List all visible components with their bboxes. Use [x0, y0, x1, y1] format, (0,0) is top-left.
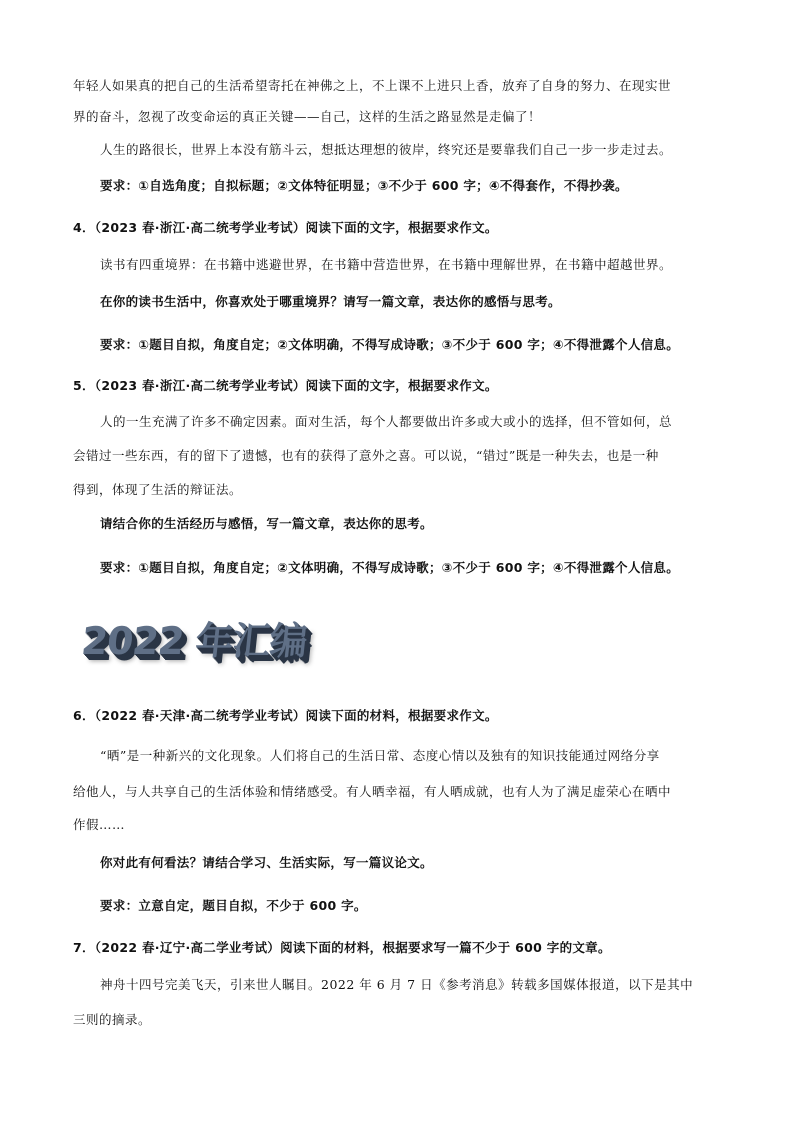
intro-requirement: 要求：①自选角度；自拟标题；②文体特征明显；③不少于 600 字；④不得套作，不得抄袭。 — [100, 178, 628, 193]
q7-material-line-2: 三则的摘录。 — [73, 1012, 152, 1027]
intro-line-2: 界的奋斗，忽视了改变命运的真正关键——自己，这样的生活之路显然是走偏了！ — [73, 109, 542, 124]
q6-material-line-2: 给他人，与人共享自己的生活体验和情绪感受。有人晒幸福，有人晒成就，也有人为了满足虚荣心在晒中 — [73, 784, 672, 799]
q6-requirement: 要求：立意自定，题目自拟，不少于 600 字。 — [100, 898, 367, 913]
q6-material-line-3: 作假…… — [73, 817, 126, 832]
q5-prompt: 请结合你的生活经历与感悟，写一篇文章，表达你的思考。 — [100, 516, 433, 531]
q5-material-line-2: 会错过一些东西，有的留下了遗憾，也有的获得了意外之喜。可以说，“错过”既是一种失去，也是一种 — [73, 448, 659, 463]
q4-material: 读书有四重境界：在书籍中逃避世界，在书籍中营造世界，在书籍中理解世界，在书籍中超越世界。 — [100, 257, 673, 272]
q6-header: 6．（2022 春·天津·高二统考学业考试）阅读下面的材料，根据要求作文。 — [73, 708, 498, 723]
q5-requirement: 要求：①题目自拟，角度自定；②文体明确，不得写成诗歌；③不少于 600 字；④不得泄露个人信息。 — [100, 560, 680, 575]
q5-material-line-3: 得到，体现了生活的辩证法。 — [73, 482, 243, 497]
q4-prompt: 在你的读书生活中，你喜欢处于哪重境界？请写一篇文章，表达你的感悟与思考。 — [100, 294, 561, 309]
q4-requirement: 要求：①题目自拟，角度自定；②文体明确，不得写成诗歌；③不少于 600 字；④不得泄露个人信息。 — [100, 337, 680, 352]
intro-line-1: 年轻人如果真的把自己的生活希望寄托在神佛之上，不上课不上进只上香，放弃了自身的努力、在现实世 — [73, 78, 672, 93]
q7-header: 7．（2022 春·辽宁·高二学业考试）阅读下面的材料，根据要求写一篇不少于 600 字的文章。 — [73, 940, 611, 955]
q5-header: 5．（2023 春·浙江·高二统考学业考试）阅读下面的文字，根据要求作文。 — [73, 378, 498, 393]
q6-prompt: 你对此有何看法？请结合学习、生活实际，写一篇议论文。 — [100, 855, 433, 870]
q4-header: 4．（2023 春·浙江·高二统考学业考试）阅读下面的文字，根据要求作文。 — [73, 220, 498, 235]
q7-material-line-1: 神舟十四号完美飞天，引来世人瞩目。2022 年 6 月 7 日《参考消息》转载多国媒体报道，以下是其中 — [100, 977, 694, 992]
q6-material-line-1: “晒”是一种新兴的文化现象。人们将自己的生活日常、态度心情以及独有的知识技能通过网络分享 — [100, 748, 660, 763]
q5-material-line-1: 人的一生充满了许多不确定因素。面对生活，每个人都要做出许多或大或小的选择，但不管如何，总 — [100, 414, 673, 429]
section-title-2022: 2022 年汇编 — [79, 619, 309, 663]
intro-line-3: 人生的路很长，世界上本没有筋斗云，想抵达理想的彼岸，终究还是要靠我们自己一步一步走过去。 — [100, 142, 673, 157]
